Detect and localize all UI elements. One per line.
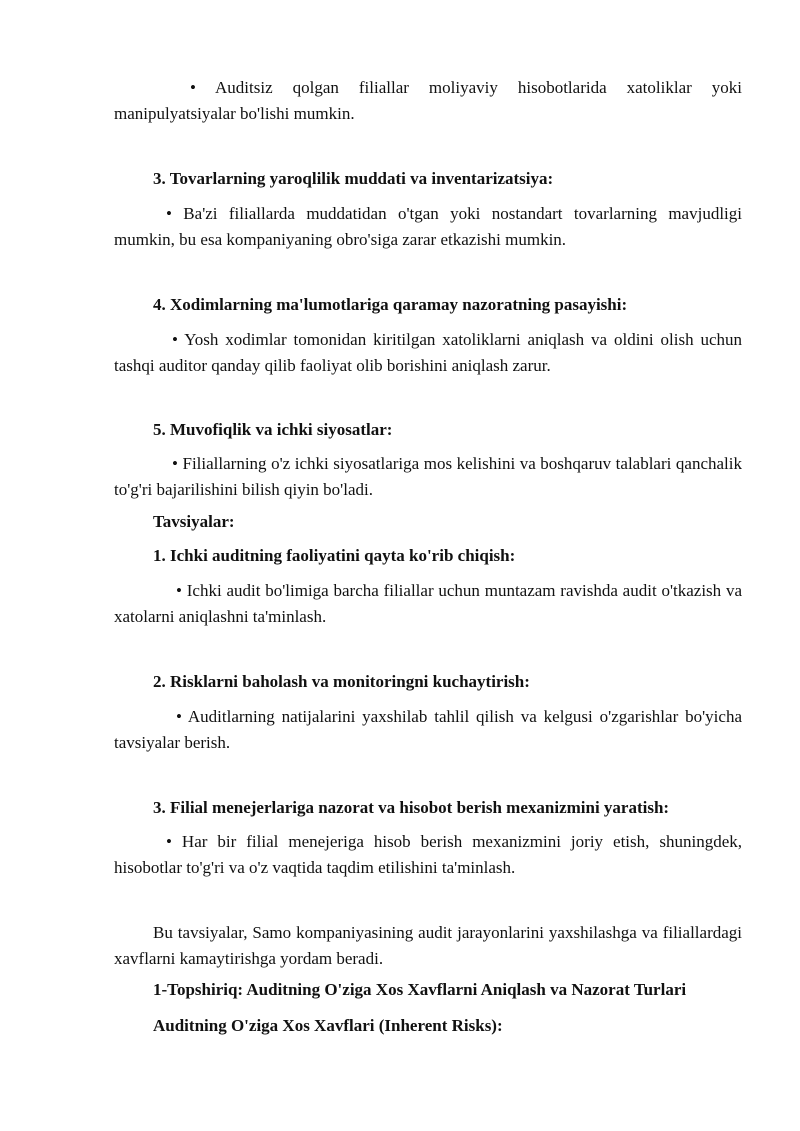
heading-compliance: 5. Muvofiqlik va ichki siyosatlar:: [153, 420, 393, 439]
conclusion-paragraph: Bu tavsiyalar, Samo kompaniyasining audit jarayonlarini yaxshilashga va filiallardagi xavflarni kamaytirishga yordam beradi.: [114, 923, 742, 968]
heading-internal-audit-review: 1. Ichki auditning faoliyatini qayta ko'rib chiqish:: [153, 546, 516, 565]
bullet-audit-results: • Auditlarning natijalarini yaxshilab tahlil qilish va kelgusi o'zgarishlar bo'yicha tavsiyalar berish.: [114, 707, 742, 752]
heading-branch-managers: 3. Filial menejerlariga nazorat va hisobot berish mexanizmini yaratish:: [153, 798, 670, 817]
bullet-internal-audit: • Ichki audit bo'limiga barcha filiallar uchun muntazam ravishda audit o'tkazish va xatolarni aniqlashni ta'minlash.: [114, 581, 742, 626]
heading-risk-monitoring: 2. Risklarni baholash va monitoringni kuchaytirish:: [153, 672, 530, 691]
heading-task-1: 1-Topshiriq: Auditning O'ziga Xos Xavflarni Aniqlash va Nazorat Turlari: [153, 980, 687, 999]
heading-inherent-risks: Auditning O'ziga Xos Xavflari (Inherent Risks):: [153, 1016, 503, 1035]
bullet-internal-policies: • Filiallarning o'z ichki siyosatlariga mos kelishini va boshqaruv talablari qanchalik to'g'ri bajarilishini bilish qiyin bo'ladi.: [114, 454, 742, 499]
heading-staff-control: 4. Xodimlarning ma'lumotlariga qaramay nazoratning pasayishi:: [153, 295, 628, 314]
heading-expiry-inventory: 3. Tovarlarning yaroqlilik muddati va inventarizatsiya:: [153, 169, 554, 188]
bullet-young-staff: • Yosh xodimlar tomonidan kiritilgan xatoliklarni aniqlash va oldini olish uchun tashqi auditor qanday qilib faoliyat olib borishini aniqlash zarur.: [114, 330, 742, 375]
bullet-unaudited-branches: • Auditsiz qolgan filiallar moliyaviy hisobotlarida xatoliklar yoki manipulyatsiyalar bo'lishi mumkin.: [114, 78, 742, 123]
bullet-reporting-mechanism: • Har bir filial menejeriga hisob berish mexanizmini joriy etish, shuningdek, hisobotlar to'g'ri va o'z vaqtida taqdim etilishini ta'minlash.: [114, 832, 742, 877]
bullet-expired-goods: • Ba'zi filiallarda muddatidan o'tgan yoki nostandart tovarlarning mavjudligi mumkin, bu esa kompaniyaning obro'siga zarar etkazishi mumkin.: [114, 204, 742, 249]
heading-recommendations: Tavsiyalar:: [153, 512, 235, 531]
